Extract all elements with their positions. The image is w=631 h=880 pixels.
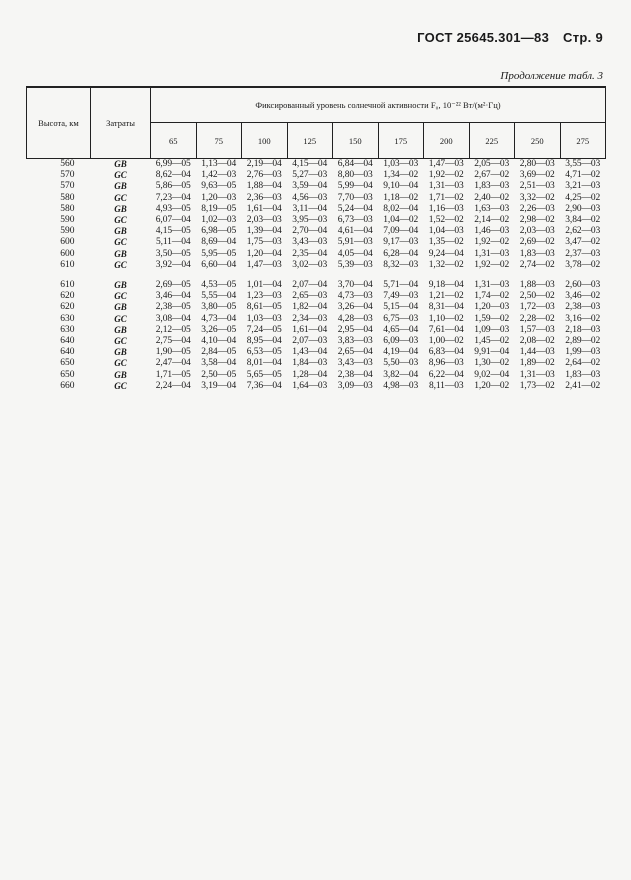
value-cell: 5,24—04: [337, 203, 373, 214]
value-cell: 2,24—04: [155, 380, 191, 391]
value-cell: 6,75—03: [383, 313, 419, 324]
value-cell: 4,61—04: [337, 226, 373, 237]
value-cell: 1,46—03: [474, 226, 510, 237]
table-row: [27, 381, 606, 392]
value-cell: 2,74—02: [519, 259, 555, 270]
value-cell: 4,19—04: [383, 347, 419, 358]
column-header-flux: 175: [378, 123, 424, 159]
table-row: [27, 249, 606, 260]
value-cell: 1,83—03: [519, 248, 555, 259]
column-group-header: Фиксированный уровень солнечной активности F₀, 10⁻²² Вт/(м²·Гц): [151, 87, 606, 123]
value-cell: 1,74—02: [474, 291, 510, 302]
value-cell: 2,38—03: [565, 302, 601, 313]
height-cell: 640: [60, 347, 75, 358]
value-cell: 3,47—02: [565, 237, 601, 248]
value-cell: 3,58—04: [201, 358, 237, 369]
value-cell: 5,50—03: [383, 358, 419, 369]
value-cell: 1,61—04: [246, 203, 282, 214]
value-cell: 2,38—05: [155, 302, 191, 313]
value-cell: 2,65—03: [292, 291, 328, 302]
value-cell: 2,12—05: [155, 324, 191, 335]
value-cell: 1,00—02: [428, 336, 464, 347]
value-cell: 9,24—04: [428, 248, 464, 259]
value-cell: 7,09—04: [383, 226, 419, 237]
value-cell: 5,86—05: [155, 181, 191, 192]
value-cell: 1,16—03: [428, 203, 464, 214]
column-header-flux: 225: [469, 123, 515, 159]
value-cell: 6,83—04: [428, 347, 464, 358]
value-cell: 1,03—03: [246, 313, 282, 324]
value-cell: 3,16—02: [565, 313, 601, 324]
value-cell: 8,11—03: [428, 380, 464, 391]
table-row: [27, 325, 606, 336]
value-cell: 3,50—05: [155, 248, 191, 259]
value-cell: 9,02—04: [474, 369, 510, 380]
value-cell: 2,40—02: [474, 192, 510, 203]
height-cell: 630: [60, 313, 75, 324]
height-cell: 590: [60, 215, 75, 226]
value-cell: 5,11—04: [155, 237, 191, 248]
table-row: [27, 260, 606, 271]
height-cell: 590: [60, 226, 75, 237]
value-cell: 8,02—04: [383, 203, 419, 214]
value-cell: 7,61—04: [428, 324, 464, 335]
value-cell: 3,55—03: [565, 159, 601, 169]
value-cell: 1,10—02: [428, 313, 464, 324]
value-cell: 1,04—03: [428, 226, 464, 237]
value-cell: 3,08—04: [155, 313, 191, 324]
column-header-flux: 100: [242, 123, 288, 159]
cost-cell: GB: [114, 181, 127, 192]
value-cell: 2,26—03: [519, 203, 555, 214]
value-cell: 4,10—04: [201, 336, 237, 347]
value-cell: 3,82—04: [383, 369, 419, 380]
value-cell: 6,73—03: [337, 215, 373, 226]
column-header-cost: Затраты: [91, 87, 151, 159]
value-cell: 1,83—03: [565, 369, 601, 380]
value-cell: 4,93—05: [155, 203, 191, 214]
value-cell: 2,50—05: [201, 369, 237, 380]
value-cell: 1,47—03: [428, 159, 464, 169]
value-cell: 1,88—04: [246, 181, 282, 192]
value-cell: 2,50—02: [519, 291, 555, 302]
value-cell: 1,20—03: [474, 302, 510, 313]
value-cell: 2,65—04: [337, 347, 373, 358]
value-cell: 1,31—03: [474, 248, 510, 259]
column-header-flux: 200: [424, 123, 470, 159]
value-cell: 6,53—05: [246, 347, 282, 358]
cost-cell: GC: [114, 313, 127, 324]
value-cell: 5,15—04: [383, 302, 419, 313]
value-cell: 1,57—03: [519, 324, 555, 335]
value-cell: 2,75—04: [155, 336, 191, 347]
value-cell: 2,47—04: [155, 358, 191, 369]
value-cell: 4,73—03: [337, 291, 373, 302]
cost-cell: GC: [114, 336, 127, 347]
height-cell: 610: [60, 259, 75, 270]
value-cell: 3,11—04: [292, 203, 328, 214]
cost-cell: GB: [114, 203, 127, 214]
value-cell: 1,32—02: [428, 259, 464, 270]
value-cell: 6,84—04: [337, 159, 373, 169]
table-row: [27, 370, 606, 381]
table-row: [27, 193, 606, 204]
value-cell: 1,73—02: [519, 380, 555, 391]
value-cell: 3,26—05: [201, 324, 237, 335]
value-cell: 1,31—03: [428, 181, 464, 192]
value-cell: 2,37—03: [565, 248, 601, 259]
cost-cell: GB: [114, 302, 127, 313]
value-cell: 4,15—05: [155, 226, 191, 237]
table-row: [27, 291, 606, 302]
value-cell: 8,80—03: [337, 170, 373, 181]
value-cell: 3,09—03: [337, 380, 373, 391]
value-cell: 6,60—04: [201, 259, 237, 270]
height-cell: 560: [60, 159, 75, 169]
value-cell: 6,99—05: [155, 159, 191, 169]
value-cell: 1,92—02: [428, 170, 464, 181]
table-row: [27, 215, 606, 226]
value-cell: 3,26—04: [337, 302, 373, 313]
cost-cell: GC: [114, 358, 127, 369]
value-cell: 1,84—03: [292, 358, 328, 369]
value-cell: 1,21—02: [428, 291, 464, 302]
value-cell: 5,55—04: [201, 291, 237, 302]
value-cell: 2,69—02: [519, 237, 555, 248]
column-header-height: Высота, км: [27, 87, 91, 159]
value-cell: 8,19—05: [201, 203, 237, 214]
value-cell: 4,71—02: [565, 170, 601, 181]
value-cell: 8,31—04: [428, 302, 464, 313]
value-cell: 1,31—03: [519, 369, 555, 380]
value-cell: 3,78—02: [565, 259, 601, 270]
value-cell: 4,25—02: [565, 192, 601, 203]
value-cell: 3,92—04: [155, 259, 191, 270]
cost-cell: GC: [114, 237, 127, 248]
height-cell: 650: [60, 358, 75, 369]
value-cell: 1,72—03: [519, 302, 555, 313]
value-cell: 5,91—03: [337, 237, 373, 248]
value-cell: 2,69—05: [155, 280, 191, 291]
table-row: [27, 170, 606, 181]
value-cell: 1,88—03: [519, 280, 555, 291]
value-cell: 9,17—03: [383, 237, 419, 248]
value-cell: 1,64—03: [292, 380, 328, 391]
value-cell: 8,95—04: [246, 336, 282, 347]
value-cell: 1,92—02: [474, 237, 510, 248]
value-cell: 2,08—02: [519, 336, 555, 347]
value-cell: 7,23—04: [155, 192, 191, 203]
value-cell: 3,46—02: [565, 291, 601, 302]
value-cell: 7,49—03: [383, 291, 419, 302]
cost-cell: GC: [114, 291, 127, 302]
value-cell: 1,28—04: [292, 369, 328, 380]
value-cell: 5,65—05: [246, 369, 282, 380]
table-row: [27, 336, 606, 347]
value-cell: 1,92—02: [474, 259, 510, 270]
table-row: [27, 159, 606, 171]
value-cell: 4,65—04: [383, 324, 419, 335]
table-row: [27, 347, 606, 358]
value-cell: 2,64—02: [565, 358, 601, 369]
value-cell: 2,03—03: [246, 215, 282, 226]
value-cell: 1,34—02: [383, 170, 419, 181]
value-cell: 1,83—03: [474, 181, 510, 192]
value-cell: 1,75—03: [246, 237, 282, 248]
height-cell: 650: [60, 369, 75, 380]
value-cell: 2,34—03: [292, 313, 328, 324]
value-cell: 2,38—04: [337, 369, 373, 380]
value-cell: 7,24—05: [246, 324, 282, 335]
value-cell: 2,95—04: [337, 324, 373, 335]
value-cell: 8,01—04: [246, 358, 282, 369]
height-cell: 610: [60, 280, 75, 291]
value-cell: 8,32—03: [383, 259, 419, 270]
value-cell: 5,39—03: [337, 259, 373, 270]
standard-code: ГОСТ 25645.301—83: [417, 30, 550, 45]
value-cell: 1,90—05: [155, 347, 191, 358]
value-cell: 2,07—04: [292, 280, 328, 291]
value-cell: 1,13—04: [201, 159, 237, 169]
value-cell: 2,67—02: [474, 170, 510, 181]
value-cell: 9,10—04: [383, 181, 419, 192]
value-cell: 1,01—04: [246, 280, 282, 291]
value-cell: 2,90—03: [565, 203, 601, 214]
cost-cell: GB: [114, 369, 127, 380]
height-cell: 580: [60, 192, 75, 203]
cost-cell: GC: [114, 170, 127, 181]
height-cell: 640: [60, 336, 75, 347]
height-cell: 660: [60, 380, 75, 391]
value-cell: 6,98—05: [201, 226, 237, 237]
value-cell: 1,20—04: [246, 248, 282, 259]
value-cell: 3,21—03: [565, 181, 601, 192]
value-cell: 3,46—04: [155, 291, 191, 302]
value-cell: 2,41—02: [565, 380, 601, 391]
value-cell: 8,69—04: [201, 237, 237, 248]
value-cell: 2,35—04: [292, 248, 328, 259]
value-cell: 1,20—02: [474, 380, 510, 391]
table-row: [27, 204, 606, 215]
value-cell: 3,84—02: [565, 215, 601, 226]
value-cell: 3,32—02: [519, 192, 555, 203]
height-cell: 600: [60, 248, 75, 259]
value-cell: 1,02—03: [201, 215, 237, 226]
value-cell: 2,36—03: [246, 192, 282, 203]
value-cell: 2,05—03: [474, 159, 510, 169]
value-cell: 3,69—02: [519, 170, 555, 181]
height-cell: 600: [60, 237, 75, 248]
table-row: [27, 302, 606, 313]
value-cell: 2,70—04: [292, 226, 328, 237]
value-cell: 1,04—02: [383, 215, 419, 226]
value-cell: 8,61—05: [246, 302, 282, 313]
value-cell: 5,95—05: [201, 248, 237, 259]
table-row: [27, 358, 606, 369]
height-cell: 580: [60, 203, 75, 214]
value-cell: 3,95—03: [292, 215, 328, 226]
cost-cell: GB: [114, 347, 127, 358]
value-cell: 4,53—05: [201, 280, 237, 291]
value-cell: 3,70—04: [337, 280, 373, 291]
height-cell: 570: [60, 170, 75, 181]
value-cell: 1,31—03: [474, 280, 510, 291]
value-cell: 1,43—04: [292, 347, 328, 358]
value-cell: 1,99—03: [565, 347, 601, 358]
column-header-flux: 65: [151, 123, 197, 159]
value-cell: 1,39—04: [246, 226, 282, 237]
value-cell: 1,47—03: [246, 259, 282, 270]
table-row: [27, 280, 606, 291]
value-cell: 1,23—03: [246, 291, 282, 302]
value-cell: 8,62—04: [155, 170, 191, 181]
table-row: [27, 226, 606, 237]
value-cell: 3,80—05: [201, 302, 237, 313]
value-cell: 6,09—03: [383, 336, 419, 347]
value-cell: 1,09—03: [474, 324, 510, 335]
value-cell: 2,14—02: [474, 215, 510, 226]
value-cell: 1,59—02: [474, 313, 510, 324]
value-cell: 1,18—02: [383, 192, 419, 203]
value-cell: 2,98—02: [519, 215, 555, 226]
value-cell: 2,18—03: [565, 324, 601, 335]
value-cell: 1,71—02: [428, 192, 464, 203]
value-cell: 1,63—03: [474, 203, 510, 214]
value-cell: 1,52—02: [428, 215, 464, 226]
cost-cell: GC: [114, 380, 127, 391]
value-cell: 6,07—04: [155, 215, 191, 226]
value-cell: 4,56—03: [292, 192, 328, 203]
value-cell: 3,83—03: [337, 336, 373, 347]
height-cell: 620: [60, 291, 75, 302]
value-cell: 1,61—04: [292, 324, 328, 335]
value-cell: 3,43—03: [337, 358, 373, 369]
value-cell: 2,89—02: [565, 336, 601, 347]
cost-cell: GB: [114, 226, 127, 237]
value-cell: 2,51—03: [519, 181, 555, 192]
value-cell: 1,42—03: [201, 170, 237, 181]
table-row: [27, 181, 606, 192]
table-row: [27, 237, 606, 248]
cost-cell: GB: [114, 324, 127, 335]
value-cell: 5,27—03: [292, 170, 328, 181]
density-table: [26, 86, 606, 392]
value-cell: 2,76—03: [246, 170, 282, 181]
value-cell: 2,62—03: [565, 226, 601, 237]
value-cell: 8,96—03: [428, 358, 464, 369]
page-header: [417, 30, 603, 45]
value-cell: 1,03—03: [383, 159, 419, 169]
value-cell: 4,98—03: [383, 380, 419, 391]
value-cell: 3,19—04: [201, 380, 237, 391]
value-cell: 4,73—04: [201, 313, 237, 324]
value-cell: 2,19—04: [246, 159, 282, 169]
value-cell: 6,28—04: [383, 248, 419, 259]
value-cell: 2,60—03: [565, 280, 601, 291]
cost-cell: GB: [114, 159, 127, 169]
value-cell: 4,05—04: [337, 248, 373, 259]
value-cell: 9,18—04: [428, 280, 464, 291]
cost-cell: GB: [114, 248, 127, 259]
cost-cell: GC: [114, 259, 127, 270]
cost-cell: GC: [114, 215, 127, 226]
value-cell: 2,84—05: [201, 347, 237, 358]
value-cell: 1,20—03: [201, 192, 237, 203]
column-header-flux: 275: [560, 123, 606, 159]
value-cell: 3,59—04: [292, 181, 328, 192]
value-cell: 1,82—04: [292, 302, 328, 313]
value-cell: 2,03—03: [519, 226, 555, 237]
value-cell: 7,36—04: [246, 380, 282, 391]
column-header-flux: 75: [196, 123, 242, 159]
page-number: Стр. 9: [563, 30, 603, 45]
value-cell: 1,71—05: [155, 369, 191, 380]
value-cell: 6,22—04: [428, 369, 464, 380]
value-cell: 4,28—03: [337, 313, 373, 324]
block-separator: [27, 271, 606, 280]
value-cell: 1,35—02: [428, 237, 464, 248]
value-cell: 2,07—03: [292, 336, 328, 347]
column-header-flux: 250: [515, 123, 561, 159]
cost-cell: GC: [114, 192, 127, 203]
value-cell: 1,89—02: [519, 358, 555, 369]
column-header-flux: 125: [287, 123, 333, 159]
height-cell: 630: [60, 324, 75, 335]
height-cell: 570: [60, 181, 75, 192]
value-cell: 3,02—03: [292, 259, 328, 270]
value-cell: 1,30—02: [474, 358, 510, 369]
value-cell: 2,80—03: [519, 159, 555, 169]
value-cell: 7,70—03: [337, 192, 373, 203]
value-cell: 9,91—04: [474, 347, 510, 358]
value-cell: 5,99—04: [337, 181, 373, 192]
table-continuation-label: Продолжение табл. 3: [500, 70, 603, 82]
table-row: [27, 314, 606, 325]
column-header-flux: 150: [333, 123, 379, 159]
value-cell: 9,63—05: [201, 181, 237, 192]
value-cell: 1,44—03: [519, 347, 555, 358]
cost-cell: GB: [114, 280, 127, 291]
value-cell: 3,43—03: [292, 237, 328, 248]
value-cell: 4,15—04: [292, 159, 328, 169]
value-cell: 2,28—02: [519, 313, 555, 324]
value-cell: 5,71—04: [383, 280, 419, 291]
height-cell: 620: [60, 302, 75, 313]
value-cell: 1,45—02: [474, 336, 510, 347]
